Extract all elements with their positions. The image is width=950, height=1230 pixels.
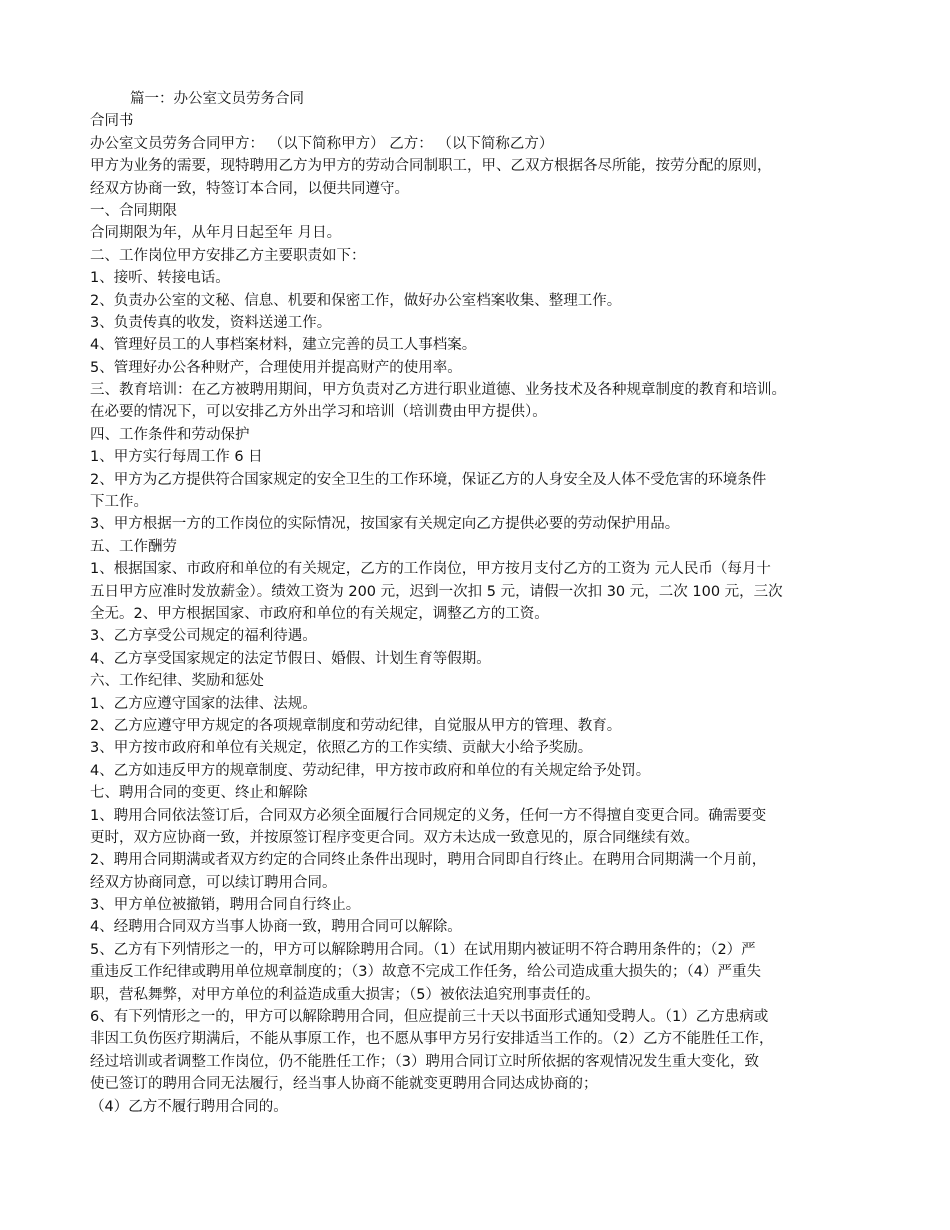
text-line: 1、接听、转接电话。: [90, 270, 230, 287]
text-line: 经双方协商一致，特签订本合同，以便共同遵守。: [90, 180, 409, 197]
text-line: 4、经聘用合同双方当事人协商一致，聘用合同可以解除。: [90, 919, 462, 936]
text-line: 甲方为业务的需要，现特聘用乙方为甲方的劳动合同制职工，甲、乙双方根据各尽所能，按劳分配的原则，: [90, 158, 772, 175]
text-line: 3、甲方按市政府和单位有关规定，依照乙方的工作实绩、贡献大小给予奖励。: [90, 740, 593, 757]
text-line: 4、乙方如违反甲方的规章制度、劳动纪律，甲方按市政府和单位的有关规定给予处罚。: [90, 762, 651, 779]
text-line: 重违反工作纪律或聘用单位规章制度的；（3）故意不完成工作任务，给公司造成重大损失的；（4）严重失: [90, 964, 761, 981]
text-line: 全无。2、甲方根据国家、市政府和单位的有关规定，调整乙方的工资。: [90, 605, 549, 622]
text-line: 4、乙方享受国家规定的法定节假日、婚假、计划生育等假期。: [90, 650, 491, 667]
text-line: 1、根据国家、市政府和单位的有关规定，乙方的工作岗位，甲方按月支付乙方的工资为 元人民币（每月十: [90, 561, 771, 578]
text-line: 下工作。: [90, 494, 148, 511]
text-line: 3、乙方享受公司规定的福利待遇。: [90, 628, 317, 645]
text-line: 3、甲方单位被撤销，聘用合同自行终止。: [90, 897, 361, 914]
section-heading: 二、工作岗位甲方安排乙方主要职责如下：: [90, 247, 366, 264]
text-line: 3、甲方根据一方的工作岗位的实际情况，按国家有关规定向乙方提供必要的劳动保护用品。: [90, 516, 680, 533]
text-line: 2、负责办公室的文秘、信息、机要和保密工作，做好办公室档案收集、整理工作。: [90, 292, 622, 309]
text-line: 职，营私舞弊，对甲方单位的利益造成重大损害；（5）被依法追究刑事责任的。: [90, 986, 600, 1003]
text-line: 1、聘用合同依法签订后，合同双方必须全面履行合同规定的义务，任何一方不得擅自变更合同。确需要变: [90, 807, 767, 824]
text-line: 更时，双方应协商一致，并按原签订程序变更合同。双方未达成一致意见的，原合同继续有效。: [90, 829, 699, 846]
section-heading: 四、工作条件和劳动保护: [90, 426, 250, 443]
text-line: 6、有下列情形之一的，甲方可以解除聘用合同，但应提前三十天以书面形式通知受聘人。（1）乙方患病或: [90, 1009, 769, 1026]
document-title: 篇一：办公室文员劳务合同: [130, 91, 304, 107]
section-heading: 三、教育培训：在乙方被聘用期间，甲方负责对乙方进行职业道德、业务技术及各种规章制度的教育和培训。: [90, 382, 786, 399]
text-line: 1、乙方应遵守国家的法律、法规。: [90, 695, 317, 712]
text-line: 合同期限为年，从年月日起至年 月日。: [90, 225, 342, 242]
text-line: 5、乙方有下列情形之一的，甲方可以解除聘用合同。（1）在试用期内被证明不符合聘用条件的；（2）严: [90, 941, 756, 958]
text-line: 使已签订的聘用合同无法履行，经当事人协商不能就变更聘用合同达成协商的；: [90, 1076, 598, 1093]
text-line: 2、乙方应遵守甲方规定的各项规章制度和劳动纪律，自觉服从甲方的管理、教育。: [90, 717, 622, 734]
section-heading: 一、合同期限: [90, 202, 177, 219]
text-line: 2、甲方为乙方提供符合国家规定的安全卫生的工作环境，保证乙方的人身安全及人体不受危害的环境条件: [90, 471, 767, 488]
text-line: 5、管理好办公各种财产，合理使用并提高财产的使用率。: [90, 359, 462, 376]
text-line: 五日甲方应准时发放薪金）。绩效工资为 200 元，迟到一次扣 5 元，请假一次扣 30 元，二次 100 元，三次: [90, 583, 783, 600]
section-heading: 六、工作纪律、奖励和惩处: [90, 673, 264, 690]
section-heading: 七、聘用合同的变更、终止和解除: [90, 785, 308, 802]
text-line: （4）乙方不履行聘用合同的。: [90, 1098, 288, 1115]
text-line: 在必要的情况下，可以安排乙方外出学习和培训（培训费由甲方提供）。: [90, 404, 547, 421]
document-body: [90, 88, 865, 1118]
text-line: 4、管理好员工的人事档案材料，建立完善的员工人事档案。: [90, 337, 477, 354]
section-heading: 五、工作酬劳: [90, 538, 177, 555]
text-line: 1、甲方实行每周工作 6 日: [90, 449, 263, 466]
text-line: 经过培训或者调整工作岗位，仍不能胜任工作；（3）聘用合同订立时所依据的客观情况发生重大变化，致: [90, 1053, 759, 1070]
text-line: 非因工负伤医疗期满后，不能从事原工作，也不愿从事甲方另行安排适当工作的。（2）乙方不能胜任工作，: [90, 1031, 774, 1048]
text-line: 合同书: [90, 113, 134, 130]
text-line: 办公室文员劳务合同甲方： （以下简称甲方） 乙方： （以下简称乙方）: [90, 135, 554, 152]
text-line: 3、负责传真的收发，资料送递工作。: [90, 314, 332, 331]
text-line: 经双方协商同意，可以续订聘用合同。: [90, 874, 337, 891]
text-line: 2、聘用合同期满或者双方约定的合同终止条件出现时，聘用合同即自行终止。在聘用合同期满一个月前，: [90, 852, 767, 869]
